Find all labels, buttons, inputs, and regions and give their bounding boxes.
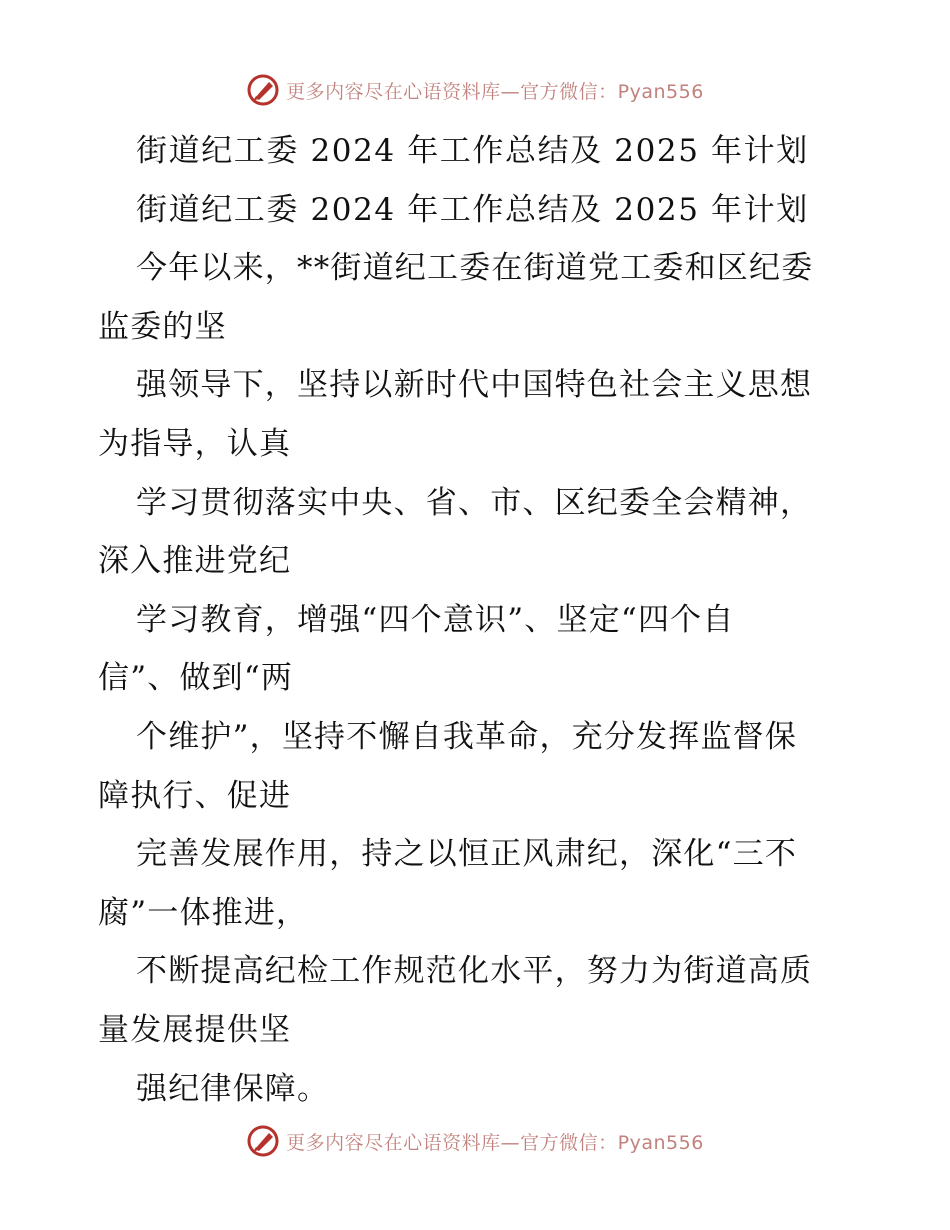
document-title: 街道纪工委 2024 年工作总结及 2025 年计划 — [136, 133, 809, 169]
paragraph-line: 今年以来，**街道纪工委在街道党工委和区纪委 — [136, 250, 814, 287]
paragraph-line: 为指导，认真 — [98, 425, 292, 462]
paragraph-line: 障执行、促进 — [98, 777, 292, 814]
pen-circle-logo-icon — [246, 1124, 280, 1158]
footer-banner — [0, 1121, 950, 1161]
document-title-repeat: 街道纪工委 2024 年工作总结及 2025 年计划 — [136, 191, 809, 228]
paragraph-line: 强领导下，坚持以新时代中国特色社会主义思想 — [136, 367, 813, 404]
paragraph-line: 完善发展作用，持之以恒正风肃纪，深化“三不 — [136, 836, 798, 873]
document-body — [98, 122, 858, 1118]
paragraph-line: 腐”一体推进， — [98, 894, 309, 931]
header-banner — [0, 70, 950, 110]
header-banner-text: 更多内容尽在心语资料库—官方微信：Pyan556 — [286, 80, 704, 103]
paragraph-line: 强纪律保障。 — [136, 1070, 330, 1107]
footer-banner-text: 更多内容尽在心语资料库—官方微信：Pyan556 — [286, 1131, 704, 1154]
paragraph-line: 量发展提供坚 — [98, 1011, 292, 1048]
paragraph-line: 监委的坚 — [98, 308, 227, 345]
paragraph-line: 不断提高纪检工作规范化水平，努力为街道高质 — [136, 953, 813, 990]
paragraph-line: 个维护”，坚持不懈自我革命，充分发挥监督保 — [136, 718, 798, 755]
pen-circle-logo-icon — [246, 73, 280, 107]
paragraph-line: 深入推进党纪 — [98, 543, 292, 580]
paragraph-line: 信”、做到“两 — [98, 660, 294, 697]
paragraph-line: 学习贯彻落实中央、省、市、区纪委全会精神， — [136, 484, 813, 521]
paragraph-line: 学习教育，增强“四个意识”、坚定“四个自 — [136, 601, 735, 638]
